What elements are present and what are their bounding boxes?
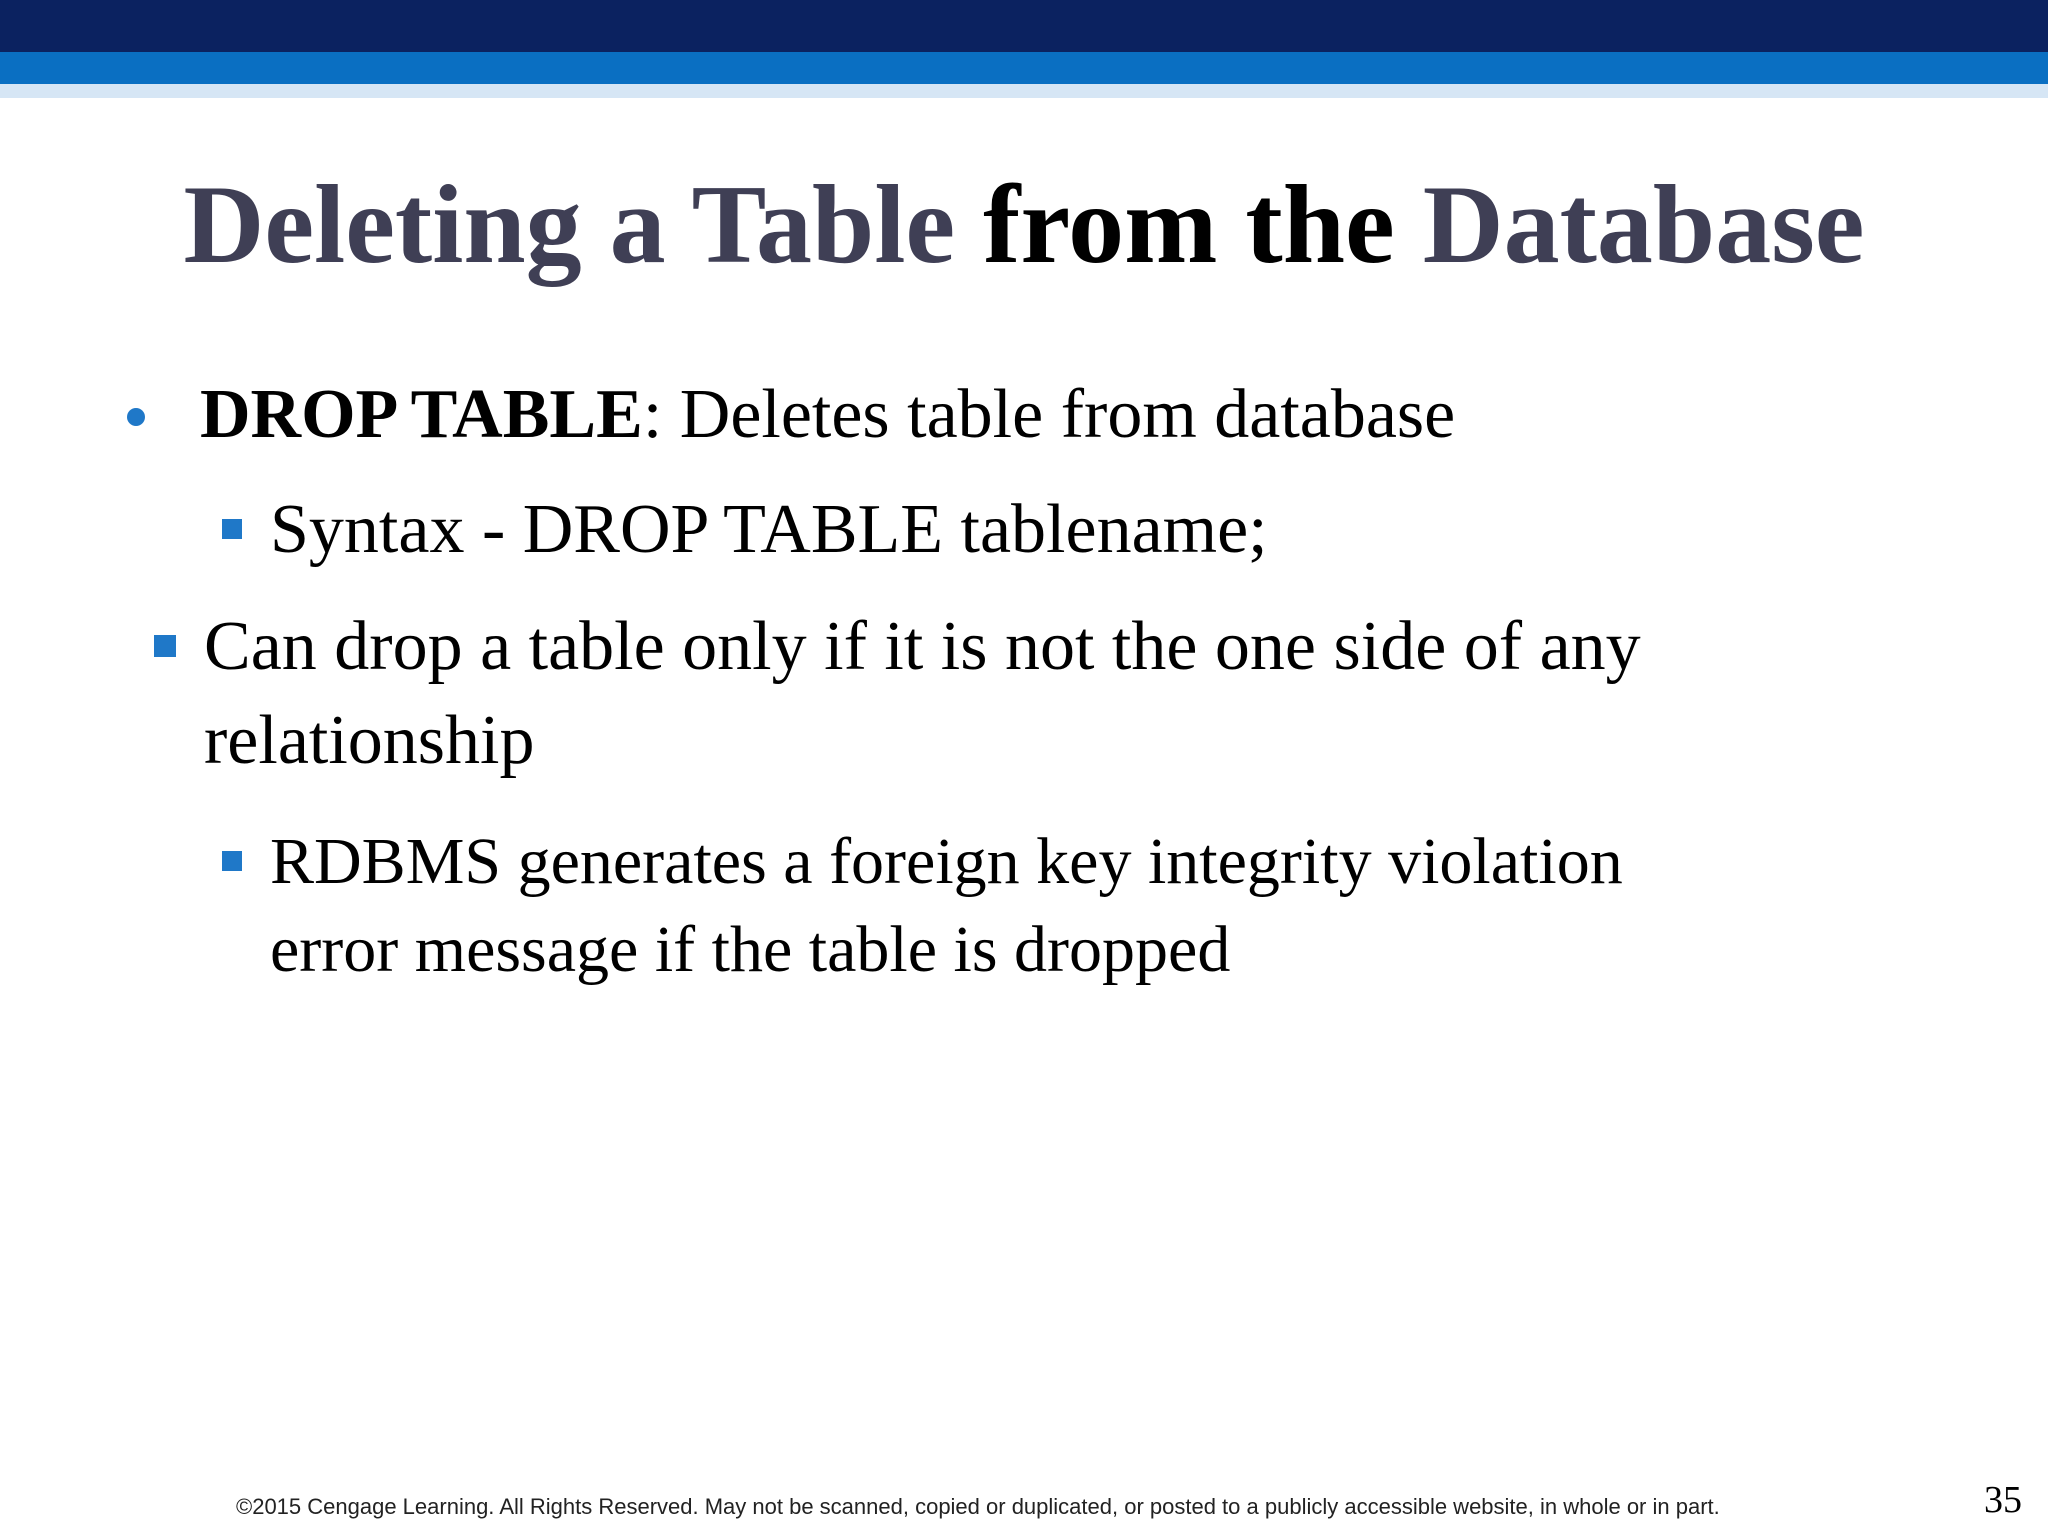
bullet-can-drop [204,600,1641,788]
bullet-drop-table [200,368,1455,462]
page-number: 35 [1984,1479,2022,1521]
header-band-light [0,84,2048,98]
title-part-3: Database [1422,163,1865,287]
bullet-syntax: Syntax - DROP TABLE tablename; [270,491,1268,568]
square-bullet-icon [222,519,242,539]
slide-title [0,160,2048,290]
bullet-drop-table-text: : Deletes table from database [642,376,1456,453]
title-part-1: Deleting a Table [183,163,956,287]
bullet-rdbms-line-1: RDBMS generates a foreign key integrity violation [270,825,1623,898]
round-bullet-icon [127,408,145,426]
square-bullet-icon [154,635,176,657]
copyright-footer: ©2015 Cengage Learning. All Rights Reserved. May not be scanned, copied or duplicated, or posted to a publicly accessible website, in whole or in part. [236,1494,1720,1519]
bullet-rdbms-line-2: error message if the table is dropped [270,913,1231,986]
bullet-can-drop-line-1: Can drop a table only if it is not the one side of any [204,608,1641,685]
header-band-dark [0,0,2048,52]
header-band-blue [0,52,2048,84]
bullet-rdbms [270,818,1623,994]
bullet-drop-table-keyword: DROP TABLE [200,376,643,453]
bullet-can-drop-line-2: relationship [204,702,535,779]
square-bullet-icon [222,851,242,871]
title-part-2: from the [983,163,1395,287]
